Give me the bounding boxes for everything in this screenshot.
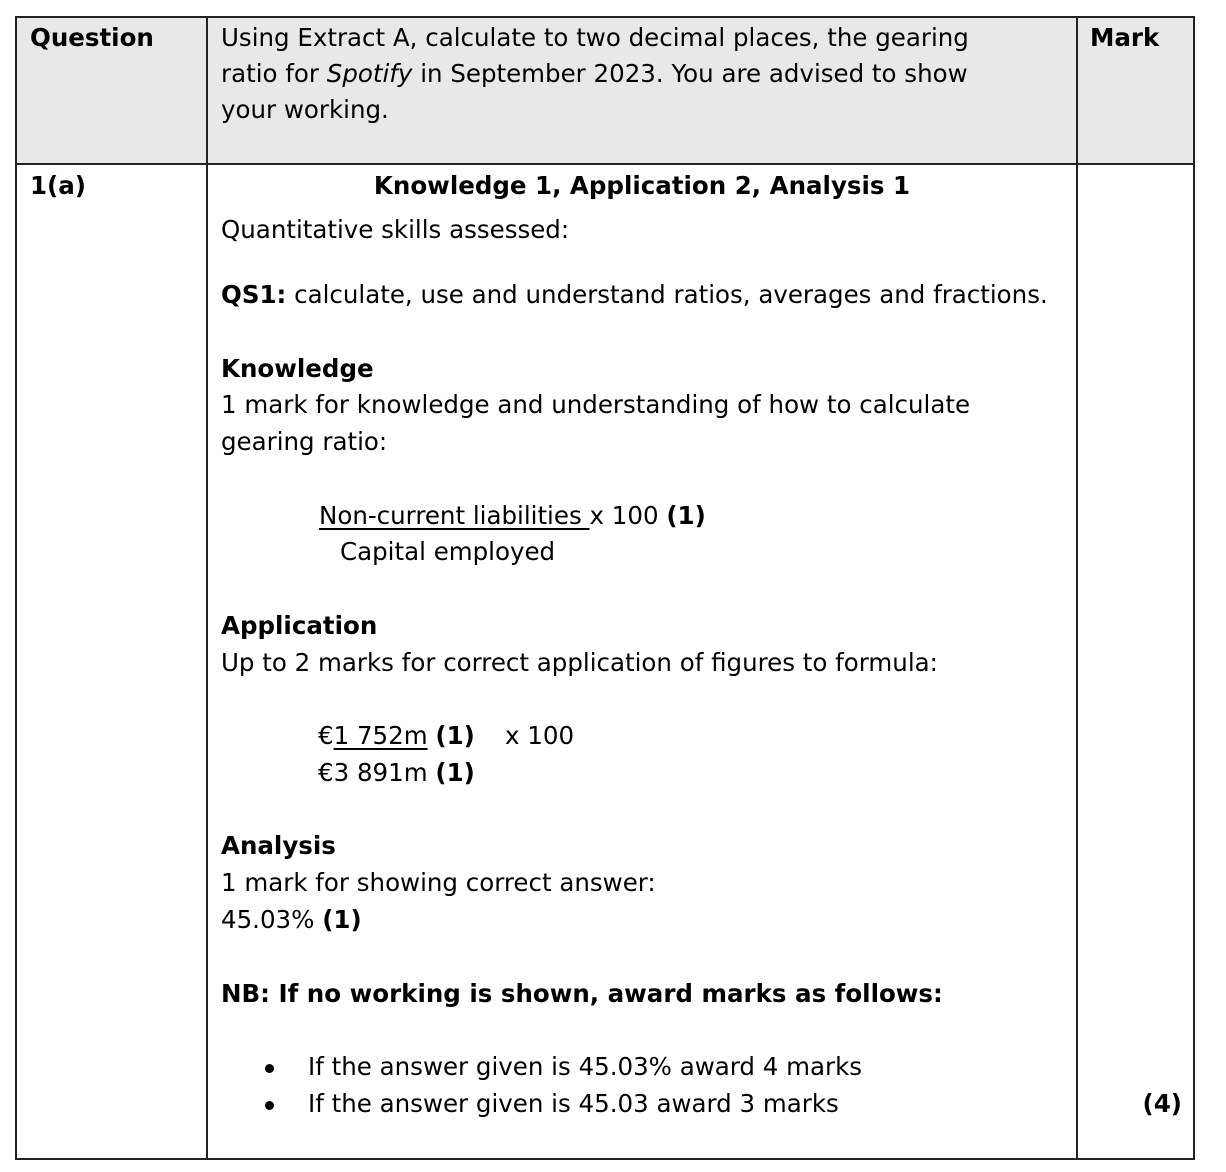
qs1-label: QS1: [221, 280, 287, 309]
question-text-line-1: Using Extract A, calculate to two decimal places, the gearing [221, 23, 969, 52]
numerator-value: 1 752m [333, 721, 428, 750]
mark-column-header: Mark [1090, 23, 1160, 52]
answer-value: 45.03% [221, 905, 323, 934]
table-border-bottom [15, 1158, 1195, 1160]
table-border-top [15, 16, 1195, 18]
qs1-text: calculate, use and understand ratios, averages and fractions. [286, 280, 1048, 309]
answer-mark: (1) [322, 905, 362, 934]
table-border-left [15, 16, 17, 1160]
question-text-line-2-end: in September 2023. You are advised to show [412, 59, 968, 88]
question-text-line-3: your working. [221, 95, 389, 124]
question-text-line-2 [221, 56, 968, 92]
table-border-right [1193, 16, 1195, 1160]
assessment-heading: Knowledge 1, Application 2, Analysis 1 [373, 171, 911, 200]
formula-mark: (1) [666, 501, 706, 530]
gearing-formula-numerator [319, 498, 706, 534]
application-title: Application [221, 611, 378, 640]
analysis-answer [221, 902, 362, 938]
analysis-title: Analysis [221, 831, 336, 860]
total-mark: (4) [1142, 1089, 1182, 1118]
qs-intro: Quantitative skills assessed: [221, 215, 570, 244]
application-denominator [318, 755, 475, 791]
formula-numerator-text: Non-current liabilities [319, 501, 590, 530]
gearing-formula-denominator: Capital employed [340, 537, 556, 566]
company-name: Spotify [326, 59, 413, 88]
knowledge-line-1: 1 mark for knowledge and understanding of how to calculate [221, 390, 971, 419]
list-item: If the answer given is 45.03 award 3 marks [308, 1089, 839, 1118]
currency-symbol: € [318, 721, 334, 750]
knowledge-line-2: gearing ratio: [221, 427, 388, 456]
knowledge-title: Knowledge [221, 354, 374, 383]
header-divider [15, 163, 1195, 165]
bullet-icon [265, 1064, 274, 1073]
qs1-line [221, 277, 1048, 313]
question-column-header: Question [30, 23, 154, 52]
analysis-line-1: 1 mark for showing correct answer: [221, 868, 656, 897]
numerator-mark: (1) [435, 721, 475, 750]
application-numerator [318, 718, 475, 754]
question-number: 1(a) [30, 171, 86, 200]
formula-multiplier: x 100 [589, 501, 667, 530]
denominator-mark: (1) [435, 758, 475, 787]
application-line-1: Up to 2 marks for correct application of figures to formula: [221, 648, 938, 677]
nb-note: NB: If no working is shown, award marks as follows: [221, 979, 943, 1008]
column-divider-2 [1076, 16, 1078, 1160]
bullet-icon [265, 1101, 274, 1110]
list-item: If the answer given is 45.03% award 4 marks [308, 1052, 863, 1081]
denominator-value: €3 891m [318, 758, 436, 787]
application-multiplier: x 100 [505, 721, 575, 750]
question-text-line-2-start: ratio for [221, 59, 327, 88]
